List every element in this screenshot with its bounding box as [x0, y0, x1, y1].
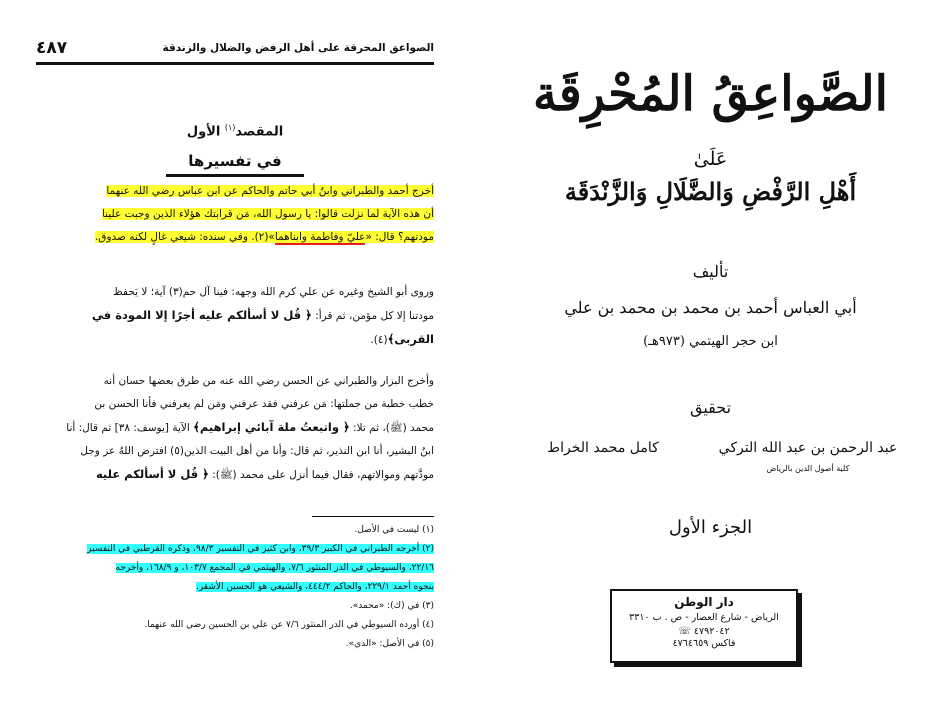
quran-verse: القربى﴾: [387, 332, 434, 346]
editor-1-name: عبد الرحمن بن عبد الله التركي: [718, 440, 898, 456]
paragraph-hadith-3: وأخرج البزار والطبراني عن الحسن رضي الله عنه من طرق بعضها حسان أنه خطب خطبة من جملتها: مَن عرفني فقد عرفني ومَن لم يعرفني فأنا الحسن بن محمد (ﷺ)، ثم تلا: ﴿ واتبعتُ ملة آبائي إبراهيم﴾ الآية [يوسف: ٣٨] ثم قال: أنا ابنُ البشير، أنا ابن النذير، ثم قال: وأنا من أهل البيت الذين(٥) افترض اللهُ عز وجل مودَّتهم وموالاتهم، فقال فيما أنزل على محمد (ﷺ): ﴿ قُل لا أسألكم عليه: [66, 375, 434, 481]
paragraph-hadith-2: وروى أبو الشيخ وغيره عن علي كرم الله وجهه: فينا آل حم(٣) آية؛ لا يَحفظ مودتنا إلا كل مؤمن، ثم قرأ: ﴿ قُل لا أسألكم عليه أجرًا إلا المودة في القربى﴾(٤).: [92, 286, 434, 346]
running-header-title: الصواعق المحرقة على أهل الرفض والضلال والزندقة: [162, 42, 434, 54]
right-page-cover: [478, 0, 951, 709]
editor-1-affiliation: كلية أصول الدين بالرياض: [766, 464, 850, 473]
author-name-line2: ابن حجر الهيتمي (٩٧٣هـ): [643, 334, 778, 349]
page-number: ٤٨٧: [36, 38, 68, 58]
highlighted-text: مودتهم؟ قال: «عليّ وفاطمة وابناهما»(٢). وفي سنده: شيعي غالٍ لكنه صدوق.: [94, 231, 434, 243]
footnote-2-highlighted: ٢٢/١٦، والسيوطي في الدر المنثور ٧/٦، والهيثمي في المجمع ١٠٣/٧، و ١٦٨/٩، وأخرجه: [115, 563, 434, 573]
footnote-2-highlighted: بنحوه أحمد ٢٢٩/١، والحاكم ٤٤٤/٢، والشيعي هو الحسين الأشقر.: [195, 582, 434, 592]
publisher-fax: فاكس ٤٧٦٤٦٥٩: [672, 638, 736, 649]
section-subheading: في تفسيرها: [36, 152, 434, 177]
volume-label: الجزء الأول: [668, 517, 753, 538]
quran-verse: ﴿ قُل لا أسألكم عليه أجرًا إلا المودة في: [92, 308, 312, 322]
quran-verse: ﴿ قُل لا أسألكم عليه: [95, 467, 209, 481]
publisher-box: [610, 589, 798, 663]
footnote-rule: [312, 516, 434, 517]
publisher-phone: ٤٧٩٢٠٤٢ ☏: [678, 626, 730, 637]
quran-verse: ﴿ واتبعتُ ملة آبائي إبراهيم﴾: [193, 420, 350, 434]
author-label: تأليف: [692, 262, 729, 281]
book-title: الصَّواعِقُ المُحْرِقَة: [533, 66, 888, 122]
red-underlined-text: عليّ وفاطمة وابناهما: [274, 231, 366, 243]
editing-label: تحقيق: [689, 398, 732, 417]
paragraph-hadith-1: [36, 180, 434, 249]
phone-icon: ☏: [678, 626, 691, 637]
footnote-4: (٤) أورده السيوطي في الدر المنثور ٧/٦ عن علي بن الحسين رضي الله عنهما.: [144, 620, 434, 630]
footnotes: [36, 521, 434, 654]
footnote-5: (٥) في الأصل: «الذي».: [345, 639, 434, 649]
publisher-name: دار الوطن: [674, 595, 734, 609]
editor-2-name: كامل محمد الخراط: [547, 440, 659, 456]
section-heading: المقصد$^{(١)}$ الأول: [186, 123, 284, 140]
highlighted-text: أخرج أحمد والطبراني وابنُ أبي حاتم والحاكم عن ابن عباس رضي الله عنهما: [106, 185, 434, 197]
author-name: أبي العباس أحمد بن محمد بن محمد بن علي: [564, 298, 857, 317]
page-header: [36, 38, 434, 58]
book-subtitle: أَهْلِ الرَّفْضِ وَالضَّلَالِ وَالزَّنْدَقَة: [564, 177, 857, 206]
header-rule: [36, 62, 434, 65]
publisher-address: الرياض - شارع العصار - ص . ب ٣٣١٠: [629, 612, 779, 623]
highlighted-text: أن هذه الآية لما نزلت قالوا: يا رسول الله، مَن قرابتك هؤلاء الذين وجبت علينا: [101, 208, 434, 220]
footnote-2-highlighted: (٢) أخرجه الطبراني في الكبير ٣٩/٣، وابن كثير في التفسير ٩٨/٣، وذكره القرطبي في التفسير: [87, 544, 434, 554]
title-connector: عَلَىٰ: [693, 148, 728, 170]
footnote-1: (١) ليست في الأصل.: [354, 525, 434, 535]
footnote-3: (٣) في (ك): «محمد».: [349, 601, 434, 611]
